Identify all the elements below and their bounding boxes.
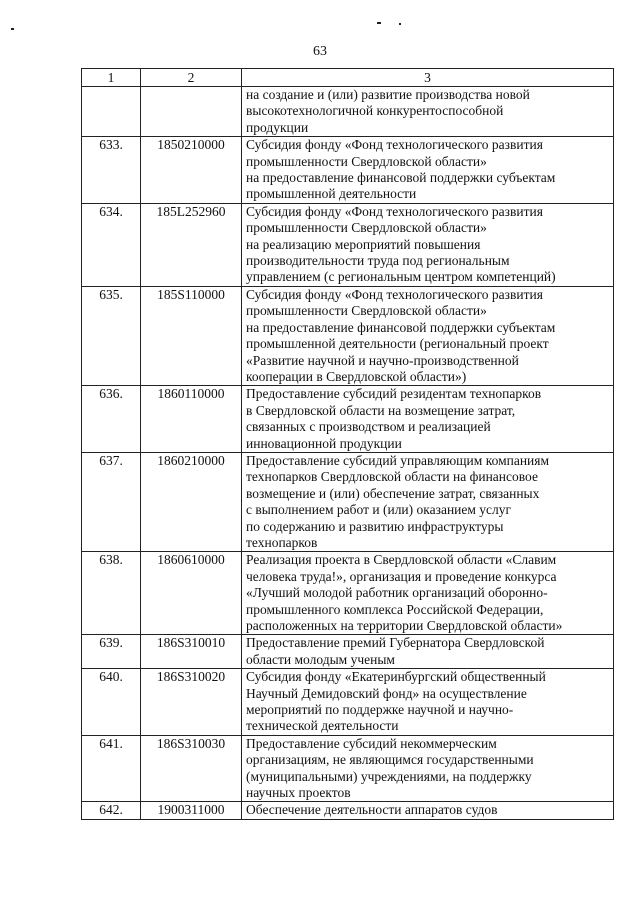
description [242, 203, 614, 286]
row-number: 635. [82, 286, 141, 385]
description-line: управлением (с региональным центром компетенций) [246, 269, 556, 285]
description [242, 87, 614, 137]
description-line: Предоставление премий Губернатора Свердловской [246, 635, 545, 651]
scan-artifact [377, 22, 381, 24]
description-line: научных проектов [246, 785, 351, 801]
table-row [82, 635, 614, 669]
description-line: промышленного комплекса Российской Федерации, [246, 601, 544, 617]
table-body [82, 87, 614, 820]
budget-table [81, 68, 614, 820]
description-line: Реализация проекта в Свердловской области «Славим [246, 552, 557, 568]
row-number: 642. [82, 802, 141, 819]
description-line: (муниципальными) учреждениями, на поддержку [246, 768, 532, 784]
table-row [82, 802, 614, 819]
description-line: «Лучший молодой работник организаций оборонно- [246, 585, 548, 601]
table-row [82, 203, 614, 286]
description-line: Субсидия фонду «Фонд технологического развития [246, 286, 543, 302]
description-line: Субсидия фонду «Фонд технологического развития [246, 137, 543, 153]
column-header-3: 3 [242, 69, 614, 87]
description-line: промышленной деятельности [246, 186, 417, 202]
description-line: промышленности Свердловской области» [246, 303, 487, 319]
page-number: 63 [313, 44, 327, 59]
description-line: на создание и (или) развитие производства новой [246, 87, 530, 102]
description [242, 635, 614, 669]
description [242, 552, 614, 635]
description-line: технопарков [246, 534, 318, 550]
table-row [82, 552, 614, 635]
budget-code: 1860110000 [141, 386, 242, 453]
budget-code: 185L252960 [141, 203, 242, 286]
scan-artifact [399, 23, 401, 25]
budget-code: 186S310020 [141, 669, 242, 736]
description-line: организациям, не являющимся государственными [246, 752, 534, 768]
budget-code: 186S310010 [141, 635, 242, 669]
description-line: промышленности Свердловской области» [246, 220, 487, 236]
description-line: в Свердловской области на возмещение затрат, [246, 402, 516, 418]
description-line: Обеспечение деятельности аппаратов судов [246, 802, 498, 818]
table-row [82, 669, 614, 736]
budget-code [141, 87, 242, 137]
column-header-2: 2 [141, 69, 242, 87]
description [242, 452, 614, 551]
description-line: технопарков Свердловской области на финансовое [246, 469, 538, 485]
description [242, 286, 614, 385]
description-line: на предоставление финансовой поддержки субъектам [246, 170, 556, 186]
table-row [82, 286, 614, 385]
description-line: связанных с производством и реализацией [246, 419, 491, 435]
table-row [82, 137, 614, 204]
scan-artifact [11, 28, 14, 30]
table-header-row [82, 69, 614, 87]
table-row [82, 452, 614, 551]
description-line: с выполнением работ и (или) оказанием услуг [246, 502, 512, 518]
description-line: на реализацию мероприятий повышения [246, 236, 481, 252]
budget-code: 185S110000 [141, 286, 242, 385]
budget-code: 1850210000 [141, 137, 242, 204]
description-line: кооперации в Свердловской области») [246, 368, 467, 384]
row-number: 637. [82, 452, 141, 551]
budget-code: 1860210000 [141, 452, 242, 551]
description [242, 802, 614, 819]
description-line: человека труда!», организация и проведение конкурса [246, 568, 557, 584]
budget-code: 1860610000 [141, 552, 242, 635]
description [242, 137, 614, 204]
table-row [82, 87, 614, 137]
row-number: 633. [82, 137, 141, 204]
table-row [82, 386, 614, 453]
row-number: 636. [82, 386, 141, 453]
description-line: продукции [246, 119, 309, 135]
description-line: Субсидия фонду «Фонд технологического развития [246, 203, 543, 219]
row-number: 640. [82, 669, 141, 736]
row-number: 638. [82, 552, 141, 635]
description-line: Предоставление субсидий управляющим компаниям [246, 452, 550, 468]
column-header-1: 1 [82, 69, 141, 87]
description [242, 386, 614, 453]
row-number [82, 87, 141, 137]
description-line: промышленности Свердловской области» [246, 153, 487, 169]
description-line: Научный Демидовский фонд» на осуществление [246, 685, 527, 701]
description-line: расположенных на территории Свердловской области» [246, 618, 563, 633]
description-line: Предоставление субсидий резидентам технопарков [246, 386, 542, 402]
description-line: производительности труда под региональным [246, 253, 510, 269]
row-number: 634. [82, 203, 141, 286]
description-line: мероприятий по поддержке научной и научно- [246, 702, 514, 718]
description-line: инновационной продукции [246, 435, 402, 451]
description-line: Предоставление субсидий некоммерческим [246, 735, 497, 751]
description-line: области молодым ученым [246, 651, 395, 667]
description [242, 669, 614, 736]
description-line: на предоставление финансовой поддержки субъектам [246, 319, 556, 335]
budget-code: 1900311000 [141, 802, 242, 819]
description [242, 735, 614, 802]
description-line: по содержанию и развитию инфраструктуры [246, 518, 504, 534]
row-number: 639. [82, 635, 141, 669]
row-number: 641. [82, 735, 141, 802]
description-line: промышленной деятельности (региональный проект [246, 336, 549, 352]
description-line: технической деятельности [246, 718, 399, 734]
description-line: возмещение и (или) обеспечение затрат, связанных [246, 485, 540, 501]
description-line: «Развитие научной и научно-производственной [246, 352, 519, 368]
description-line: высокотехнологичной конкурентоспособной [246, 103, 504, 119]
budget-code: 186S310030 [141, 735, 242, 802]
table-row [82, 735, 614, 802]
description-line: Субсидия фонду «Екатеринбургский общественный [246, 669, 546, 685]
